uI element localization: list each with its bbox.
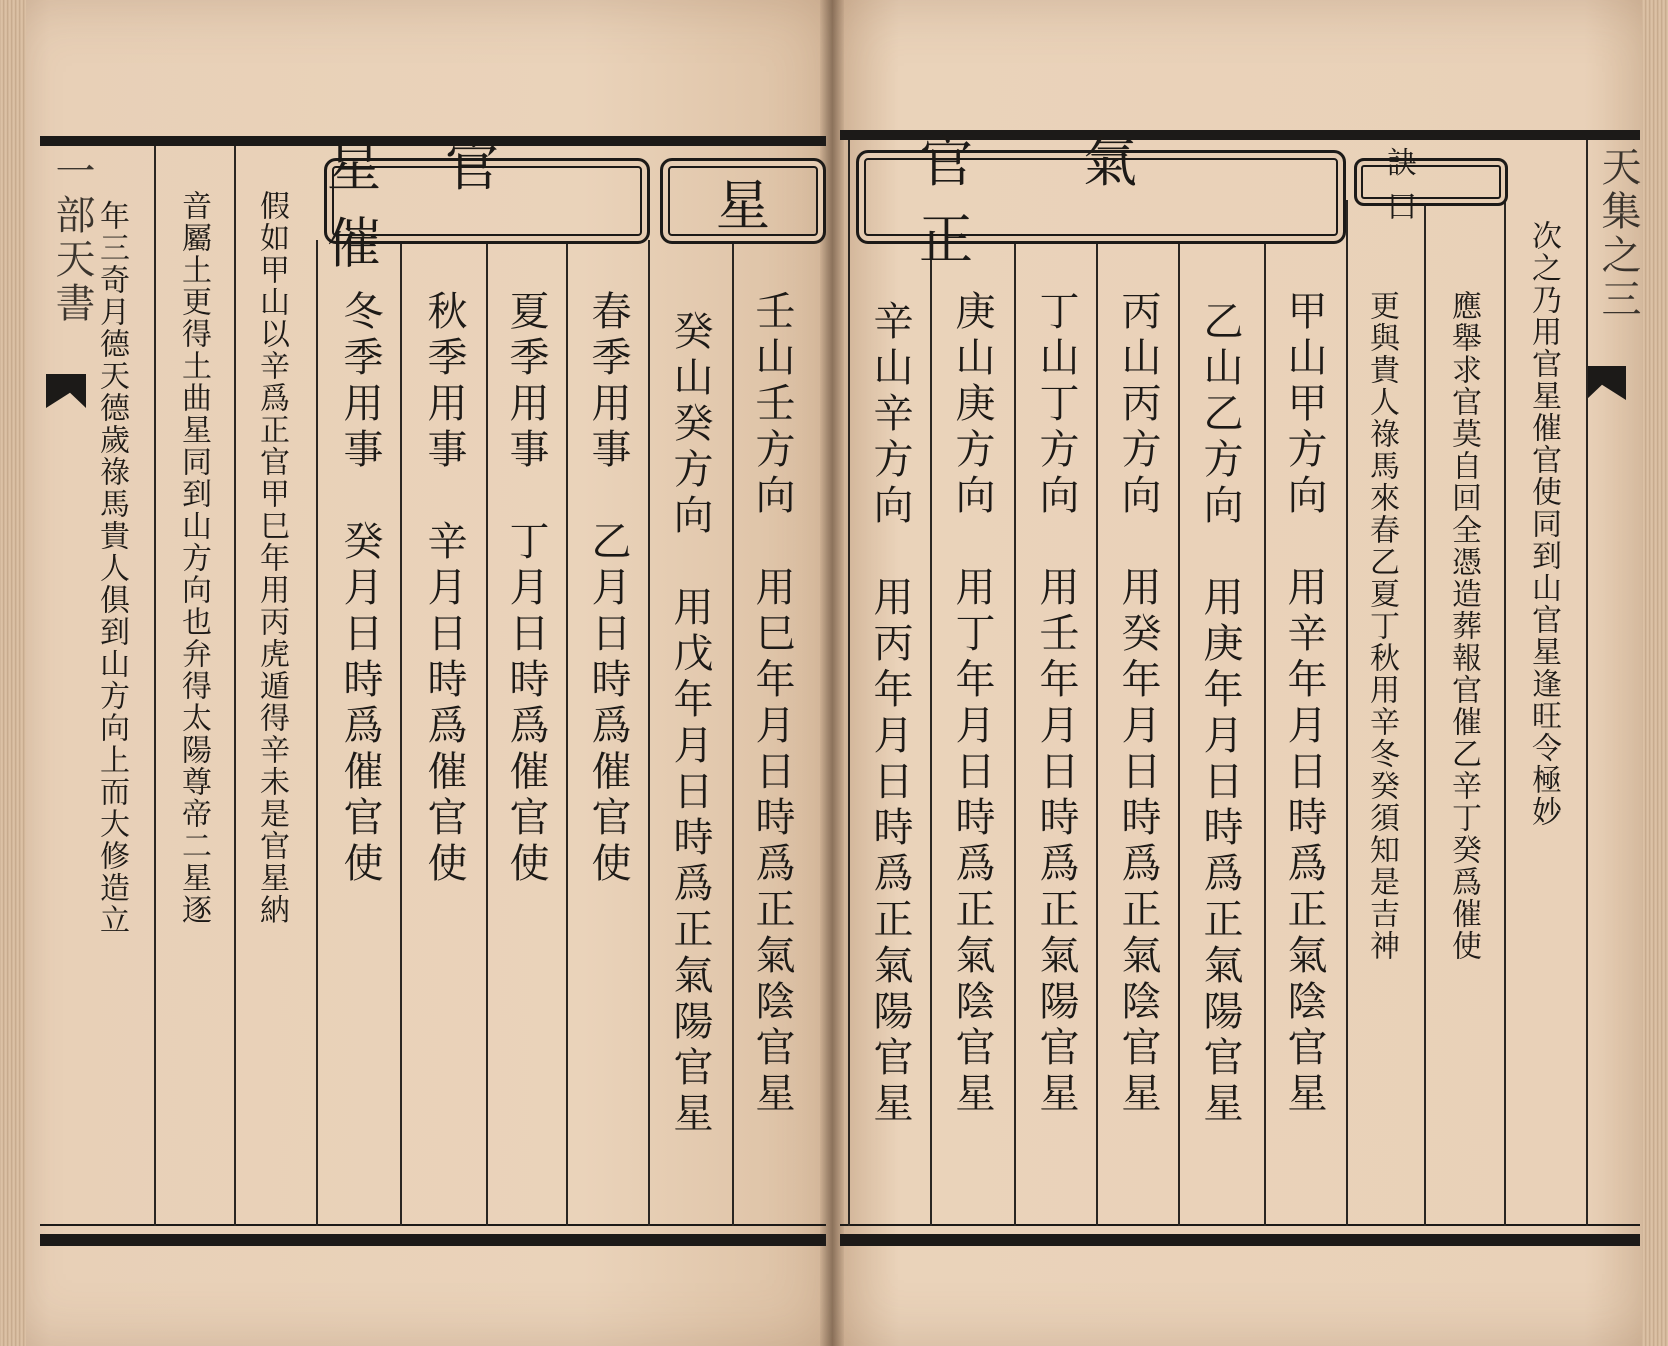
jue-label-text: 訣曰	[1387, 146, 1457, 225]
poem-column: 次之乃用官星催官使同到山官星逢旺令極妙	[1526, 220, 1561, 828]
column-rule	[1346, 200, 1348, 1226]
column-rule	[154, 146, 156, 1226]
left-bottom-border	[40, 1234, 826, 1246]
poem-column: 更與貴人祿馬來春乙夏丁秋用辛冬癸須知是吉神	[1364, 290, 1399, 962]
text-column: 夏季用事 丁月日時爲催官使	[503, 290, 549, 888]
title-box-xing-text: 星	[716, 173, 770, 237]
title-box-cui-guan-xing-text: 星官催	[327, 135, 563, 275]
text-column: 丙山丙方向 用癸年月日時爲正氣陰官星	[1115, 290, 1161, 1118]
text-column: 年三奇月德天德歲祿馬貴人俱到山方向上而大修造立	[94, 200, 129, 936]
column-rule	[566, 240, 568, 1226]
title-box-zheng-qi-guan-text: 官氣正	[919, 131, 1247, 271]
column-rule	[848, 140, 850, 1226]
right-margin-title: 天集之三	[1595, 146, 1641, 322]
column-rule	[930, 244, 932, 1226]
column-rule	[1264, 244, 1266, 1226]
text-column: 丁山丁方向 用壬年月日時爲正氣陽官星	[1033, 290, 1079, 1118]
left-margin-title: 一部天書	[49, 150, 95, 326]
text-column: 乙山乙方向 用庚年月日時爲正氣陽官星	[1197, 300, 1243, 1128]
poem-column: 應舉求官莫自回全憑造葬報官催乙辛丁癸爲催使	[1446, 290, 1481, 962]
column-rule	[486, 240, 488, 1226]
title-box-zheng-qi-guan	[856, 131, 1346, 271]
column-rule	[316, 240, 318, 1226]
right-bottom-border	[840, 1234, 1640, 1246]
text-column: 假如甲山以辛爲正官甲巳年用丙虎遁得辛未是官星納	[254, 190, 289, 926]
text-column: 冬季用事 癸月日時爲催官使	[337, 290, 383, 888]
text-column: 秋季用事 辛月日時爲催官使	[421, 290, 467, 888]
column-rule	[234, 146, 236, 1226]
right-bottom-inner-line	[840, 1224, 1640, 1226]
left-bottom-inner-line	[40, 1224, 826, 1226]
column-rule	[400, 240, 402, 1226]
column-rule	[1014, 244, 1016, 1226]
jue-label-box	[1354, 146, 1508, 225]
text-column: 春季用事 乙月日時爲催官使	[585, 290, 631, 888]
column-rule	[1504, 200, 1506, 1226]
column-rule	[1178, 244, 1180, 1226]
left-page-edge	[0, 0, 26, 1346]
title-box-xing	[660, 158, 826, 244]
text-column: 壬山壬方向 用巳年月日時爲正氣陰官星	[749, 290, 795, 1118]
column-rule	[1096, 244, 1098, 1226]
column-rule	[1424, 200, 1426, 1226]
text-column: 甲山甲方向 用辛年月日時爲正氣陰官星	[1281, 290, 1327, 1118]
title-box-cui-guan-xing	[324, 135, 650, 275]
text-column: 辛山辛方向 用丙年月日時爲正氣陽官星	[867, 300, 913, 1128]
column-rule	[1586, 140, 1588, 1226]
column-rule	[648, 240, 650, 1226]
column-rule	[732, 240, 734, 1226]
text-column: 音屬土更得土曲星同到山方向也弁得太陽尊帝二星逐	[176, 190, 211, 926]
text-column: 庚山庚方向 用丁年月日時爲正氣陰官星	[949, 290, 995, 1118]
text-column: 癸山癸方向 用戊年月日時爲正氣陽官星	[667, 310, 713, 1138]
